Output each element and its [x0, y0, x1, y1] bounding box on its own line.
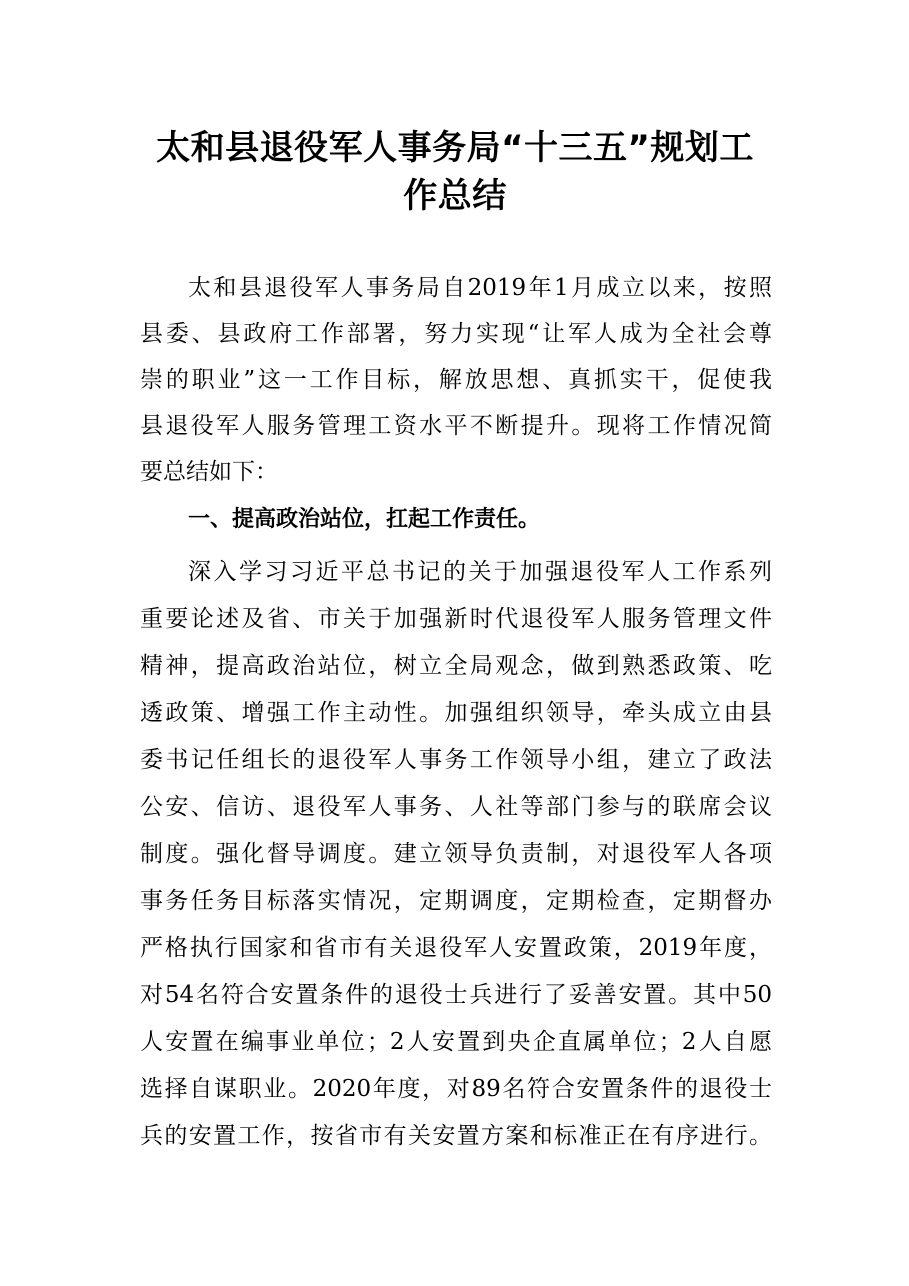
document-title-line-1: 太和县退役军人事务局“十三五”规划工	[156, 128, 754, 168]
section-1-line-6: 公安、信访、退役军人事务、人社等部门参与的联席会议	[140, 794, 772, 820]
section-1-heading: 一、提高政治站位，扛起工作责任。	[188, 507, 541, 532]
section-1-line-10: 对54名符合安置条件的退役士兵进行了妥善安置。其中50	[140, 982, 772, 1008]
section-1-line-13: 兵的安置工作，按省市有关安置方案和标准正在有序进行。	[140, 1123, 772, 1149]
intro-line-3: 崇的职业”这一工作目标，解放思想、真抓实干，促使我	[140, 367, 772, 393]
intro-line-4: 县退役军人服务管理工资水平不断提升。现将工作情况简	[140, 413, 772, 439]
section-1-line-4: 透政策、增强工作主动性。加强组织领导，牵头成立由县	[140, 700, 772, 726]
section-1-line-5: 委书记任组长的退役军人事务工作领导小组，建立了政法	[140, 747, 772, 773]
intro-line-2: 县委、县政府工作部署，努力实现“让军人成为全社会尊	[140, 321, 772, 347]
section-1-line-8: 事务任务目标落实情况，定期调度，定期检查，定期督办	[140, 888, 772, 914]
section-1-line-2: 重要论述及省、市关于加强新时代退役军人服务管理文件	[140, 606, 772, 632]
section-1-line-9: 严格执行国家和省市有关退役军人安置政策，2019年度，	[140, 935, 772, 961]
intro-line-5: 要总结如下：	[140, 459, 278, 485]
section-1-line-11: 人安置在编事业单位；2人安置到央企直属单位；2人自愿	[140, 1029, 772, 1055]
section-1-line-1: 深入学习习近平总书记的关于加强退役军人工作系列	[188, 559, 772, 585]
intro-line-1: 太和县退役军人事务局自2019年1月成立以来，按照	[188, 275, 772, 301]
section-1-line-3: 精神，提高政治站位，树立全局观念，做到熟悉政策、吃	[140, 653, 772, 679]
section-1-line-7: 制度。强化督导调度。建立领导负责制，对退役军人各项	[140, 841, 772, 867]
document-title-line-2: 作总结	[403, 176, 507, 216]
section-1-line-12: 选择自谋职业。2020年度，对89名符合安置条件的退役士	[140, 1076, 772, 1102]
